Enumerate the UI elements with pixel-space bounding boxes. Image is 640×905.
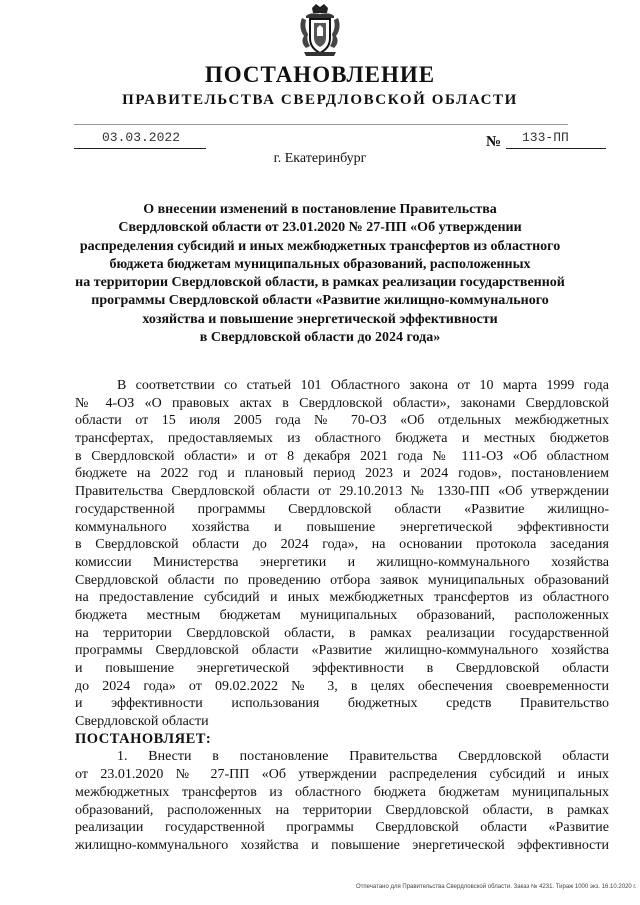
point-line: образований, расположенных на территории Свердловской области, в рамках <box>75 802 609 818</box>
heading-line: распределения субсидий и иных межбюджетных трансфертов из областного <box>79 238 561 254</box>
city: г. Екатеринбург <box>273 151 367 166</box>
preamble-line: области от 15 июля 2005 года № 70-ОЗ «Об отдельных межбюджетных <box>75 413 609 429</box>
preamble-line: программы Свердловской области «Развитие жилищно-коммунального хозяйства <box>75 643 609 659</box>
print-imprint: Отпечатано для Правительства Свердловской области. Заказ № 4231. Тираж 1000 экз. 16.10.2020 г. <box>356 884 637 890</box>
preamble-line: трансфертах, предоставляемых из областного бюджета и местных бюджетов <box>75 431 609 447</box>
document-title: ПОСТАНОВЛЕНИЕ <box>204 62 436 87</box>
document-number: 133-ПП <box>522 130 569 145</box>
point-line: 1. Внести в постановление Правительства Свердловской области <box>117 749 609 765</box>
decree-word: ПОСТАНОВЛЯЕТ: <box>75 730 212 747</box>
preamble-line: и эффективности использования бюджетных средств Правительство <box>75 696 609 712</box>
preamble-line: в Свердловской области до 2024 года», на основании протокола заседания <box>75 537 609 553</box>
point-line: реализации государственной программы Свердловской области «Развитие <box>75 820 609 836</box>
number-underline <box>506 148 606 149</box>
date-underline <box>74 148 206 149</box>
preamble-line: В соответствии со статьей 101 Областного закона от 10 марта 1999 года <box>117 378 609 393</box>
number-sign: № <box>486 134 502 150</box>
preamble-line: на предоставление субсидий и иных межбюджетных трансфертов из областного <box>75 590 609 606</box>
preamble-line: бюджете на 2022 год и плановый период 2023 и 2024 годов», постановлением <box>75 466 609 482</box>
heading-line: Свердловской области от 23.01.2020 № 27-ПП «Об утверждении <box>118 220 522 236</box>
heading-line: программы Свердловской области «Развитие жилищно-коммунального <box>91 293 549 309</box>
preamble-line: коммунального хозяйства и повышение энергетической эффективности <box>75 519 609 535</box>
point-line: от 23.01.2020 № 27-ПП «Об утверждении распределения субсидий и иных <box>75 767 609 783</box>
preamble-line: в Свердловской области» и от 8 декабря 2021 года № 111-ОЗ «Об областном <box>75 448 609 464</box>
preamble-line: государственной программы Свердловской области «Развитие жилищно- <box>75 501 609 517</box>
heading-line: хозяйства и повышение энергетической эффективности <box>142 311 498 327</box>
heading-line: О внесении изменений в постановление Правительства <box>143 202 497 217</box>
heading-line: бюджета бюджетам муниципальных образований, расположенных <box>109 256 531 272</box>
preamble-line: до 2024 года» от 09.02.2022 № 3, в целях обеспечения своевременности <box>75 678 609 694</box>
preamble-line: № 4-ОЗ «О правовых актах в Свердловской области», законами Свердловской <box>75 395 609 411</box>
preamble-line: Свердловской области <box>75 714 209 730</box>
preamble-line: бюджета местным бюджетам муниципальных образований, расположенных <box>75 607 609 623</box>
heading-line: на территории Свердловской области, в рамках реализации государственной <box>75 275 565 291</box>
preamble-line: Правительства Свердловской области от 29.10.2013 № 1330-ПП «Об утверждении <box>75 484 609 500</box>
preamble-line: на территории Свердловской области, в рамках реализации государственной <box>75 625 609 641</box>
preamble-line: и повышение энергетической эффективности в Свердловской области <box>75 661 609 676</box>
coat-of-arms-icon <box>296 2 344 58</box>
issuer-name: ПРАВИТЕЛЬСТВА СВЕРДЛОВСКОЙ ОБЛАСТИ <box>122 92 518 108</box>
preamble-line: Свердловской области по проведению отбора заявок муниципальных образований <box>75 572 609 588</box>
document-heading <box>70 201 570 347</box>
document-date: 03.03.2022 <box>102 130 181 145</box>
point-line: межбюджетных трансфертов из областного бюджета бюджетам муниципальных <box>75 784 609 800</box>
header-divider <box>74 124 568 125</box>
document-body <box>75 377 609 855</box>
heading-line: в Свердловской области до 2024 года» <box>199 330 441 346</box>
preamble-line: комиссии Министерства энергетики и жилищно-коммунального хозяйства <box>75 554 609 570</box>
point-line: жилищно-коммунального хозяйства и повышение энергетической эффективности <box>75 837 609 853</box>
